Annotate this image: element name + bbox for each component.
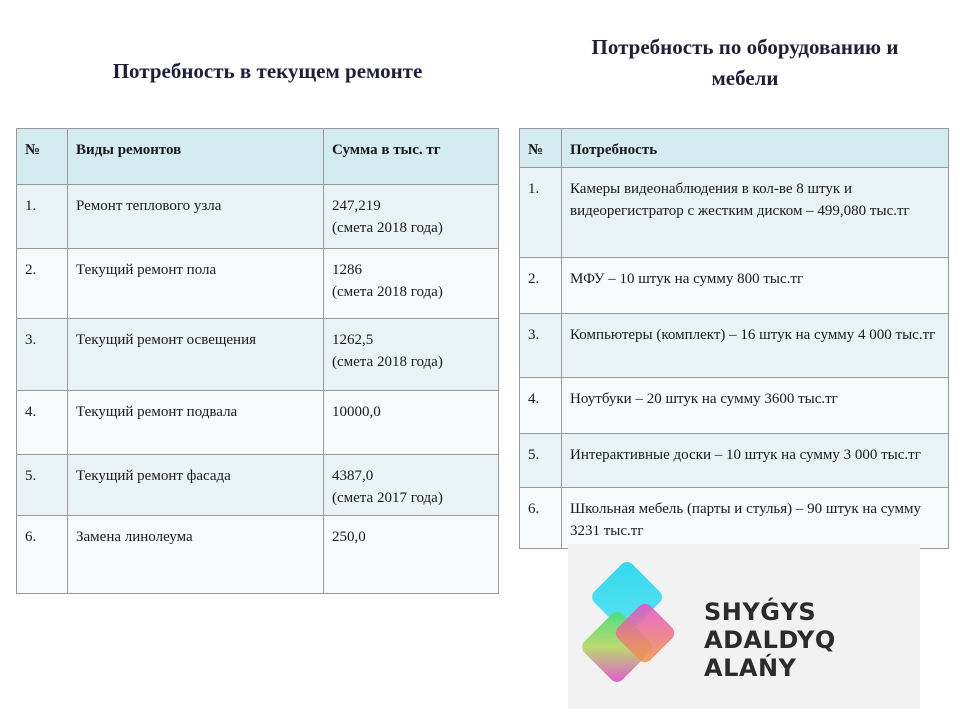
equipment-need: Камеры видеонаблюдения в кол-ве 8 штук и видеорегистратор с жестким диском – 499,080 тыс.тг xyxy=(562,168,949,258)
amount-value: 250,0 xyxy=(332,529,366,545)
row-number: 1. xyxy=(17,185,68,249)
table-row xyxy=(17,516,499,594)
header-number: № xyxy=(17,129,68,185)
logo-text-line1: SHYǴYS xyxy=(704,598,817,626)
equipment-need: Компьютеры (комплект) – 16 штук на сумму 4 000 тыс.тг xyxy=(562,314,949,378)
repair-needs-table xyxy=(16,128,499,594)
table-header-row xyxy=(520,129,949,168)
repair-type: Текущий ремонт фасада xyxy=(68,455,324,516)
table-row xyxy=(520,378,949,434)
row-number: 3. xyxy=(17,319,68,391)
header-repair-type: Виды ремонтов xyxy=(68,129,324,185)
repair-amount xyxy=(324,185,499,249)
row-number: 1. xyxy=(520,168,562,258)
header-number: № xyxy=(520,129,562,168)
amount-value: 247,219 xyxy=(332,198,381,214)
table-row xyxy=(17,249,499,319)
table-row xyxy=(520,168,949,258)
repair-type: Текущий ремонт освещения xyxy=(68,319,324,391)
amount-value: 4387,0 xyxy=(332,468,374,484)
equipment-need: Школьная мебель (парты и стулья) – 90 штук на сумму 3231 тыс.тг xyxy=(562,488,949,549)
table-row xyxy=(17,185,499,249)
table-row xyxy=(520,258,949,314)
row-number: 6. xyxy=(17,516,68,594)
repair-type: Текущий ремонт пола xyxy=(68,249,324,319)
table-row xyxy=(17,455,499,516)
estimate-note: (смета 2018 года) xyxy=(332,220,443,236)
repair-type: Текущий ремонт подвала xyxy=(68,391,324,455)
repair-amount xyxy=(324,516,499,594)
amount-value: 1262,5 xyxy=(332,332,374,348)
repair-type: Замена линолеума xyxy=(68,516,324,594)
row-number: 6. xyxy=(520,488,562,549)
logo-mark-icon xyxy=(582,558,692,693)
estimate-note: (смета 2018 года) xyxy=(332,284,443,300)
repair-amount xyxy=(324,249,499,319)
table-row xyxy=(17,391,499,455)
row-number: 5. xyxy=(520,434,562,488)
estimate-note: (смета 2018 года) xyxy=(332,354,443,370)
header-need: Потребность xyxy=(562,129,949,168)
amount-value: 10000,0 xyxy=(332,404,381,420)
row-number: 2. xyxy=(520,258,562,314)
equipment-need: Интерактивные доски – 10 штук на сумму 3 000 тыс.тг xyxy=(562,434,949,488)
logo-text-line2: ADALDYQ ALAŃY xyxy=(704,626,836,682)
repair-amount xyxy=(324,391,499,455)
table-row xyxy=(520,434,949,488)
repair-type: Ремонт теплового узла xyxy=(68,185,324,249)
row-number: 2. xyxy=(17,249,68,319)
repair-amount xyxy=(324,455,499,516)
estimate-note: (смета 2017 года) xyxy=(332,490,443,506)
row-number: 5. xyxy=(17,455,68,516)
equipment-needs-table xyxy=(519,128,949,549)
amount-value: 1286 xyxy=(332,262,362,278)
table-header-row xyxy=(17,129,499,185)
row-number: 4. xyxy=(520,378,562,434)
table-row xyxy=(520,314,949,378)
table-row xyxy=(17,319,499,391)
header-amount: Сумма в тыс. тг xyxy=(324,129,499,185)
row-number: 3. xyxy=(520,314,562,378)
table-row xyxy=(520,488,949,549)
equipment-needs-heading: Потребность по оборудованию и мебели xyxy=(591,35,899,90)
row-number: 4. xyxy=(17,391,68,455)
equipment-need: МФУ – 10 штук на сумму 800 тыс.тг xyxy=(562,258,949,314)
logo xyxy=(568,544,920,709)
repair-needs-heading: Потребность в текущем ремонте xyxy=(112,59,423,83)
equipment-need: Ноутбуки – 20 штук на сумму 3600 тыс.тг xyxy=(562,378,949,434)
repair-amount xyxy=(324,319,499,391)
